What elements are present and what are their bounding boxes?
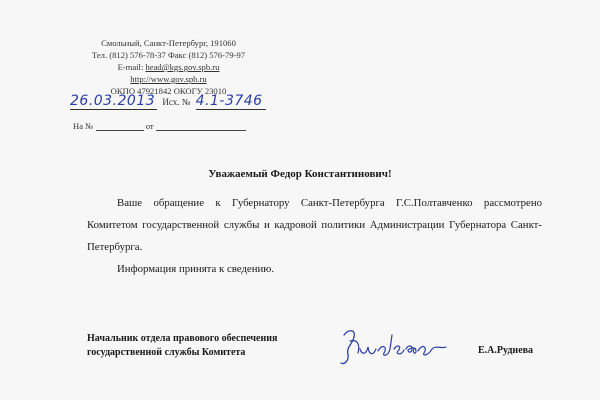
- reply-reference: [73, 121, 246, 131]
- reply-number-blank: [96, 121, 144, 131]
- letterhead-address: Смольный, Санкт-Петербург, 191060: [101, 38, 236, 48]
- handwritten-signature: [338, 325, 448, 367]
- outgoing-date: 26.03.2013: [70, 93, 156, 109]
- reply-from-label: от: [145, 121, 154, 131]
- body-paragraph-2: Информация принята к сведению.: [117, 263, 275, 275]
- outgoing-number: 4.1-3746: [196, 93, 266, 110]
- reply-date-blank: [156, 121, 246, 131]
- outgoing-number-label: Исх. №: [162, 97, 191, 107]
- greeting: Уважаемый Федор Константинович!: [208, 168, 392, 180]
- signatory-title-line-1: Начальник отдела правового обеспечения: [87, 333, 278, 344]
- letterhead-codes: ОКПО 47921842 ОКОГУ 23010: [110, 86, 227, 96]
- signatory-title-line-2: государственной службы Комитета: [87, 346, 246, 358]
- letter-body: [87, 192, 542, 280]
- outgoing-reference: [70, 93, 266, 110]
- letterhead-email-label: E-mail:: [117, 62, 146, 72]
- letterhead-phone-fax: Тел. (812) 576-78-37 Факс (812) 576-79-97: [91, 50, 246, 60]
- signatory-title: [87, 332, 277, 359]
- letterhead-website-link[interactable]: http://www.gov.spb.ru: [130, 74, 207, 84]
- letterhead-email-link[interactable]: head@kgs.gov.spb.ru: [145, 62, 220, 72]
- letterhead: [66, 37, 271, 97]
- reply-number-label: На №: [73, 121, 94, 131]
- signatory-name: Е.А.Руднева: [478, 345, 534, 356]
- body-paragraph-1: Ваше обращение к Губернатору Санкт-Петербурга Г.С.Полтавченко рассмотрено Комитетом государственной службы и кадровой политики Администрации Губернатора Санкт-Петербурга.: [87, 197, 542, 253]
- letterhead-email-line: [66, 61, 271, 73]
